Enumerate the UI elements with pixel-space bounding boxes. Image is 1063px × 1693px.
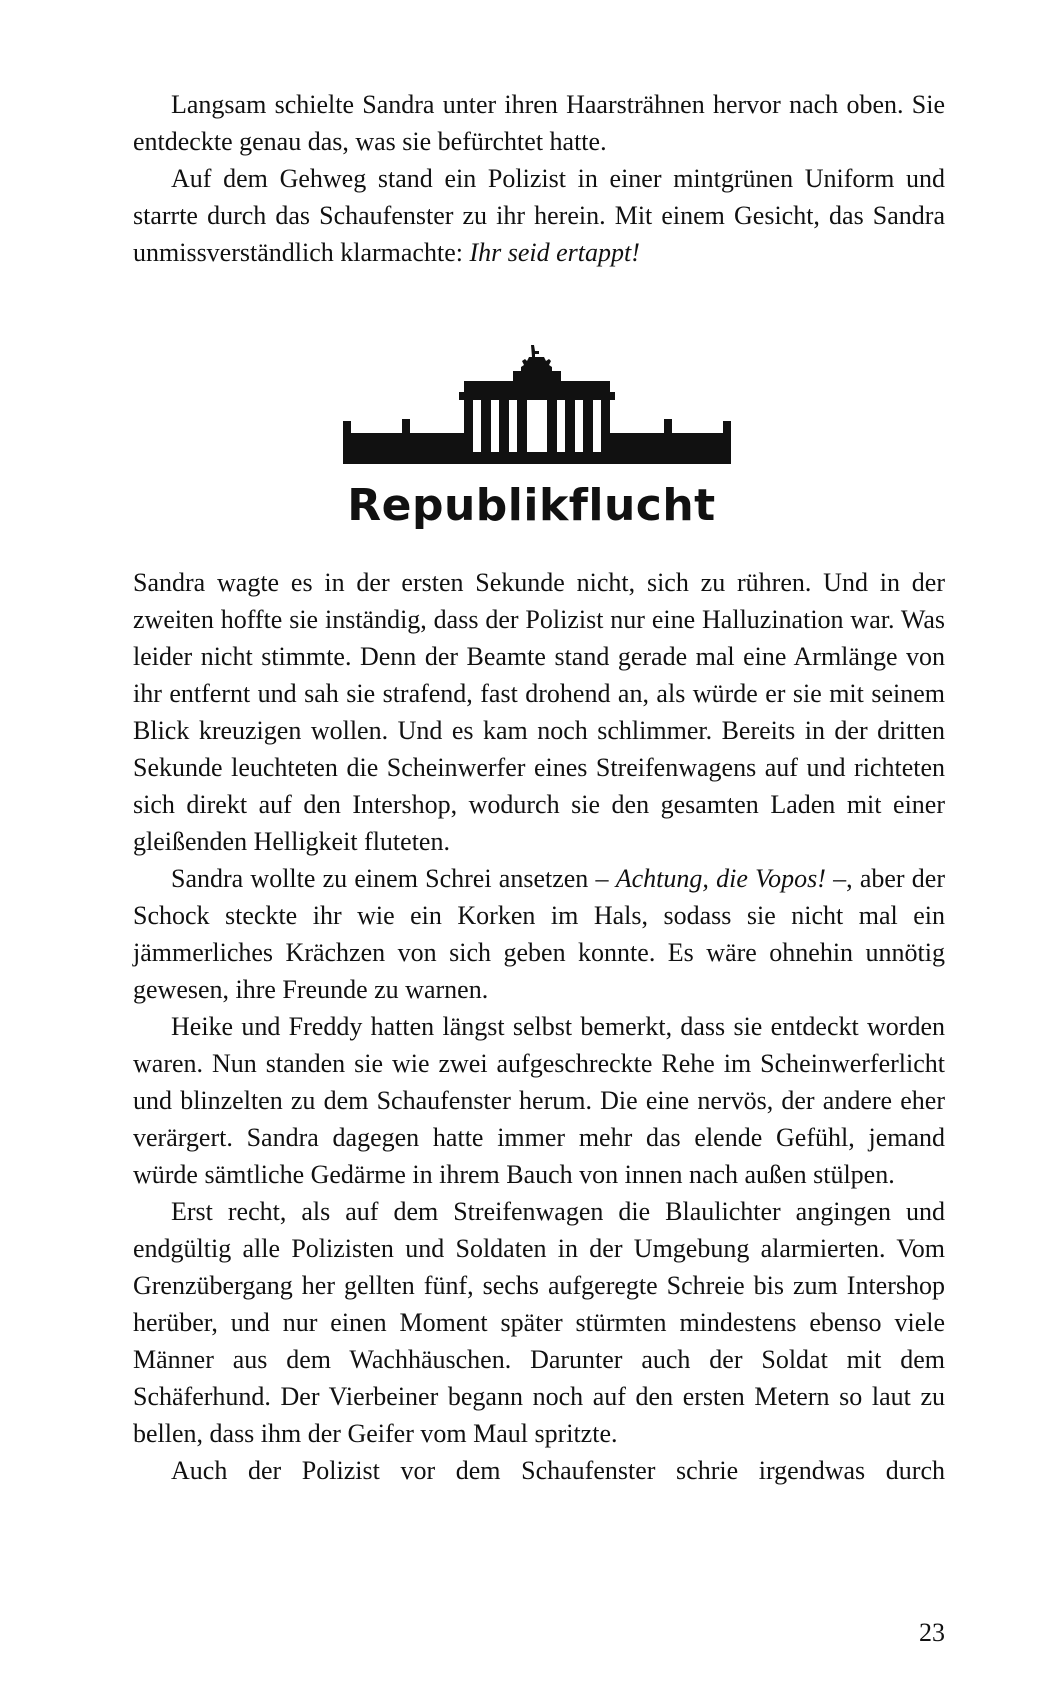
paragraph xyxy=(133,1008,945,1193)
italic-phrase: Ihr seid ertappt! xyxy=(469,238,640,267)
page-number: 23 xyxy=(919,1618,945,1647)
paragraph-text: Auf dem Gehweg stand ein Polizist in einer mintgrünen Uniform und starrte durch das Schaufenster zu ihr herein. Mit einem Gesicht, das Sandra unmissverständlich klarmachte: xyxy=(133,164,945,267)
chapter-body xyxy=(133,564,945,1489)
intro-text xyxy=(133,86,945,271)
paragraph xyxy=(133,1452,945,1489)
paragraph xyxy=(133,860,945,1008)
chapter-title: Republikflucht xyxy=(347,480,716,531)
paragraph-text: Erst recht, als auf dem Streifenwagen die Blaulichter angingen und endgültig alle Polizisten und Soldaten in der Umgebung alarmierten. Vom Grenzübergang her gellten fünf, sechs aufgeregte Schreie bis zum Intershop herüber, und nur einen Moment später stürmten mindestens ebenso viele Männer aus dem Wachhäuschen. Darunter auch der Soldat mit dem Schäferhund. Der Vierbeiner begann noch auf den ersten Metern so laut zu bellen, dass ihm der Geifer vom Maul spritzte. xyxy=(133,1197,945,1448)
paragraph xyxy=(133,564,945,860)
paragraph xyxy=(133,86,945,160)
paragraph-text: Sandra wollte zu einem Schrei ansetzen – xyxy=(171,864,616,893)
paragraph xyxy=(133,1193,945,1452)
paragraph-text: –, aber der Schock steckte ihr wie ein Korken im Hals, sodass sie nicht mal ein jämmerliches Krächzen von sich geben konnte. Es wäre ohnehin unnötig gewesen, ihre Freunde zu warnen. xyxy=(133,864,945,1004)
paragraph-text: Sandra wagte es in der ersten Sekunde nicht, sich zu rühren. Und in der zweiten hoffte sie inständig, dass der Polizist nur eine Halluzination war. Was leider nicht stimmte. Denn der Beamte stand gerade mal eine Armlänge von ihr entfernt und sah sie strafend, fast drohend an, als würde er sie mit seinem Blick kreuzigen wollen. Und es kam noch schlimmer. Bereits in der dritten Sekunde leuchteten die Scheinwerfer eines Streifenwagens auf und richteten sich direkt auf den Intershop, wodurch sie den gesamten Laden mit einer gleißenden Helligkeit fluteten. xyxy=(133,568,945,856)
italic-phrase: Achtung, die Vopos! xyxy=(615,864,826,893)
brandenburg-gate-icon xyxy=(343,345,731,473)
paragraph-text: Langsam schielte Sandra unter ihren Haarsträhnen hervor nach oben. Sie entdeckte genau das, was sie befürchtet hatte. xyxy=(133,90,945,156)
paragraph-text: Auch der Polizist vor dem Schaufenster schrie irgendwas durch xyxy=(171,1456,945,1485)
paragraph-text: Heike und Freddy hatten längst selbst bemerkt, dass sie entdeckt worden waren. Nun standen sie wie zwei aufgeschreckte Rehe im Scheinwerferlicht und blinzelten zu dem Schaufenster herum. Die eine nervös, der andere eher verärgert. Sandra dagegen hatte immer mehr das elende Gefühl, jemand würde sämtliche Gedärme in ihrem Bauch von innen nach außen stülpen. xyxy=(133,1012,945,1189)
paragraph xyxy=(133,160,945,271)
